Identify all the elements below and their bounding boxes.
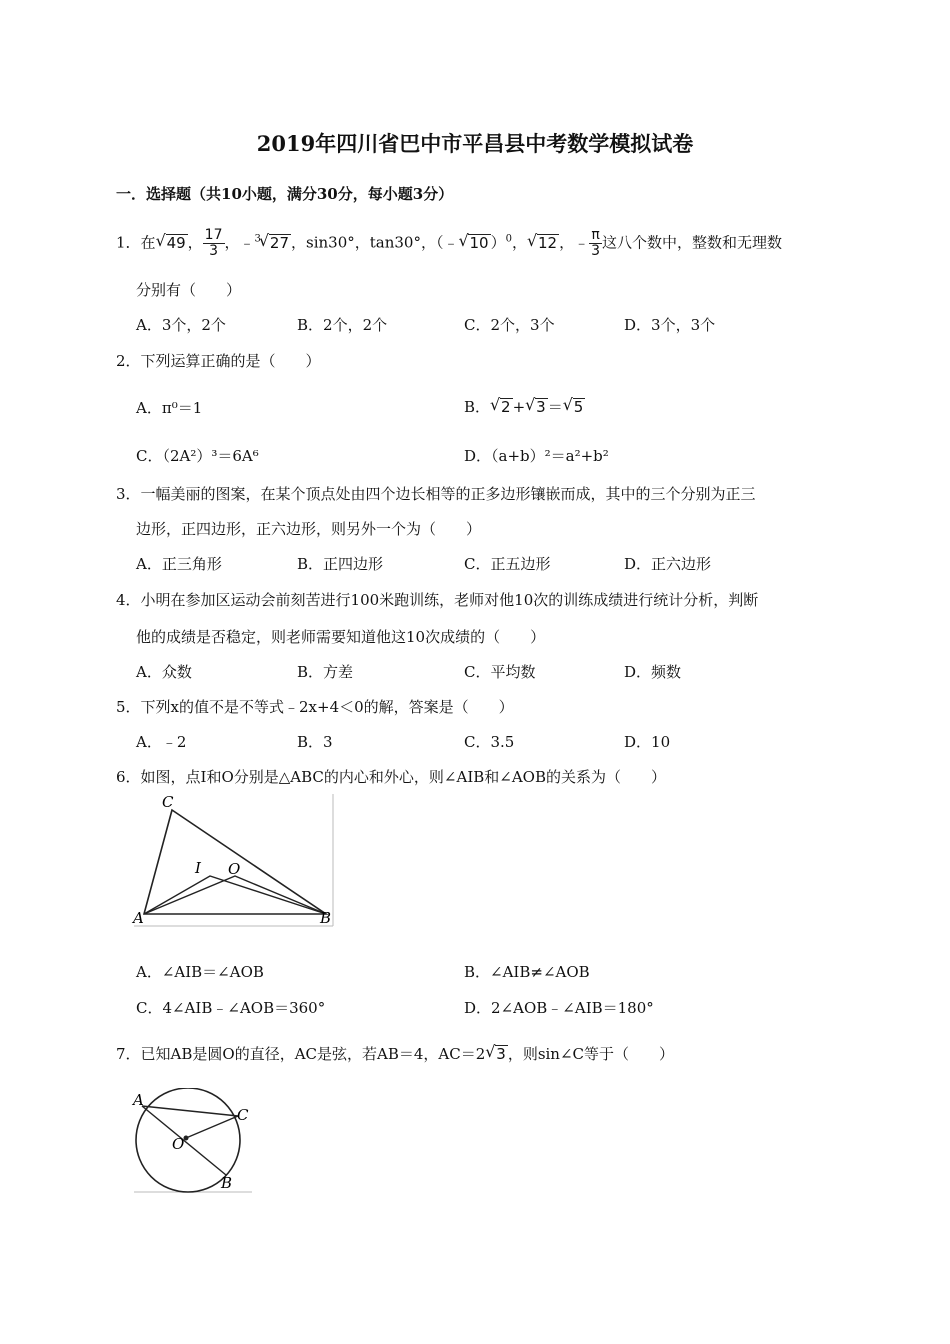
sqrt-3-q7: √ 3 (495, 1045, 508, 1062)
q1-option-b[interactable]: B．2个，2个 (297, 316, 388, 334)
q4-option-a[interactable]: A．众数 (136, 663, 192, 681)
triangle-figure (128, 790, 338, 930)
q6-option-c[interactable]: C．4∠AIB﹣∠AOB＝360° (136, 999, 326, 1017)
q1-option-d[interactable]: D．3个，3个 (624, 316, 716, 334)
question-2-stem: 2．下列运算正确的是（ ） (116, 352, 321, 370)
q6-option-b[interactable]: B．∠AIB≠∠AOB (464, 963, 590, 981)
circle-label-C: C (237, 1106, 249, 1124)
label-A: A (133, 909, 144, 927)
q1-number: 1． (116, 233, 141, 252)
question-6-stem: 6．如图，点I和O分别是△ABC的内心和外心，则∠AIB和∠AOB的关系为（ ） (116, 768, 666, 786)
question-5-stem: 5．下列x的值不是不等式﹣2x+4＜0的解，答案是（ ） (116, 698, 514, 716)
question-1-line2: 分别有（ ） (136, 281, 242, 299)
question-4-stem-line2: 他的成绩是否稳定，则老师需要知道他这10次成绩的（ ） (136, 628, 546, 646)
q1-mid: sin30°，tan30°，（﹣ (306, 233, 459, 252)
q2-option-b[interactable]: B．√ 2 +√ 3 ＝√ 5 (464, 396, 585, 417)
sqrt-12: √ 12 (537, 234, 559, 251)
section-heading: 一．选择题（共10小题，满分30分，每小题3分） (116, 185, 454, 203)
q4-option-d[interactable]: D．频数 (624, 663, 682, 681)
circle-label-O: O (172, 1135, 185, 1153)
q1-option-c[interactable]: C．2个，3个 (464, 316, 555, 334)
label-I: I (195, 859, 201, 877)
question-3-stem-line1: 3．一幅美丽的图案，在某个顶点处由四个边长相等的正多边形镶嵌而成，其中的三个分别为正三 (116, 485, 756, 503)
q6-option-d[interactable]: D．2∠AOB﹣∠AIB＝180° (464, 999, 654, 1017)
q5-option-a[interactable]: A．﹣2 (136, 733, 187, 751)
sqrt-5: √ 5 (573, 398, 586, 415)
q1-post: 这八个数中，整数和无理数 (602, 233, 783, 252)
q5-option-d[interactable]: D．10 (624, 733, 671, 751)
question-7-stem: 7．已知AB是圆O的直径，AC是弦，若AB＝4，AC＝2√ 3 ，则sin∠C等于（ ） (116, 1043, 674, 1064)
sqrt-49: √ 49 (166, 234, 188, 251)
sqrt-2: √ 2 (500, 398, 513, 415)
circle-label-A: A (133, 1091, 144, 1109)
label-C: C (162, 793, 174, 811)
cbrt-27: √ 27 (269, 234, 291, 251)
q5-option-c[interactable]: C．3.5 (464, 733, 515, 751)
q1-pre: 在 (140, 233, 156, 252)
q3-option-c[interactable]: C．正五边形 (464, 555, 551, 573)
question-4-stem-line1: 4．小明在参加区运动会前刻苦进行100米跑训练，老师对他10次的训练成绩进行统计分析，判断 (116, 591, 759, 609)
circle-figure (128, 1088, 258, 1198)
q4-option-b[interactable]: B．方差 (297, 663, 354, 681)
q2-option-c[interactable]: C．（2A²）³＝6A⁶ (136, 447, 259, 465)
sqrt-10: √ 10 (468, 234, 490, 251)
q2-option-d[interactable]: D．（a+b）²＝a²+b² (464, 447, 609, 465)
label-B: B (320, 909, 332, 927)
q3-option-b[interactable]: B．正四边形 (297, 555, 384, 573)
circle-label-B: B (221, 1174, 233, 1192)
q5-option-b[interactable]: B．3 (297, 733, 333, 751)
cube-root-index: 3 (254, 233, 261, 245)
q4-option-c[interactable]: C．平均数 (464, 663, 536, 681)
fraction-17-3: $\frac{17}{3}$ (204, 227, 223, 259)
page-title: 2019年四川省巴中市平昌县中考数学模拟试卷 (256, 131, 694, 156)
fraction-pi-3: $\frac{\pi}{3}$ (591, 227, 601, 259)
q3-option-a[interactable]: A．正三角形 (136, 555, 222, 573)
q6-option-a[interactable]: A．∠AIB＝∠AOB (136, 963, 264, 981)
q2-option-a[interactable]: A．π⁰＝1 (136, 399, 203, 417)
q3-option-d[interactable]: D．正六边形 (624, 555, 712, 573)
question-1-stem: 1．在√ 49 ， $\frac{17}{3}$ ，﹣$^3$√ 27 ，sin30°，tan30°，（﹣√ 10 ）$^0$，√ 12 ，﹣ $\frac{\pi}{3}$ 这八个数中，整数和无理数 (116, 228, 782, 259)
label-O: O (228, 860, 241, 878)
question-3-stem-line2: 边形，正四边形，正六边形，则另外一个为（ ） (136, 520, 482, 538)
sqrt-3: √ 3 (535, 398, 548, 415)
q1-option-a[interactable]: A．3个，2个 (136, 316, 226, 334)
